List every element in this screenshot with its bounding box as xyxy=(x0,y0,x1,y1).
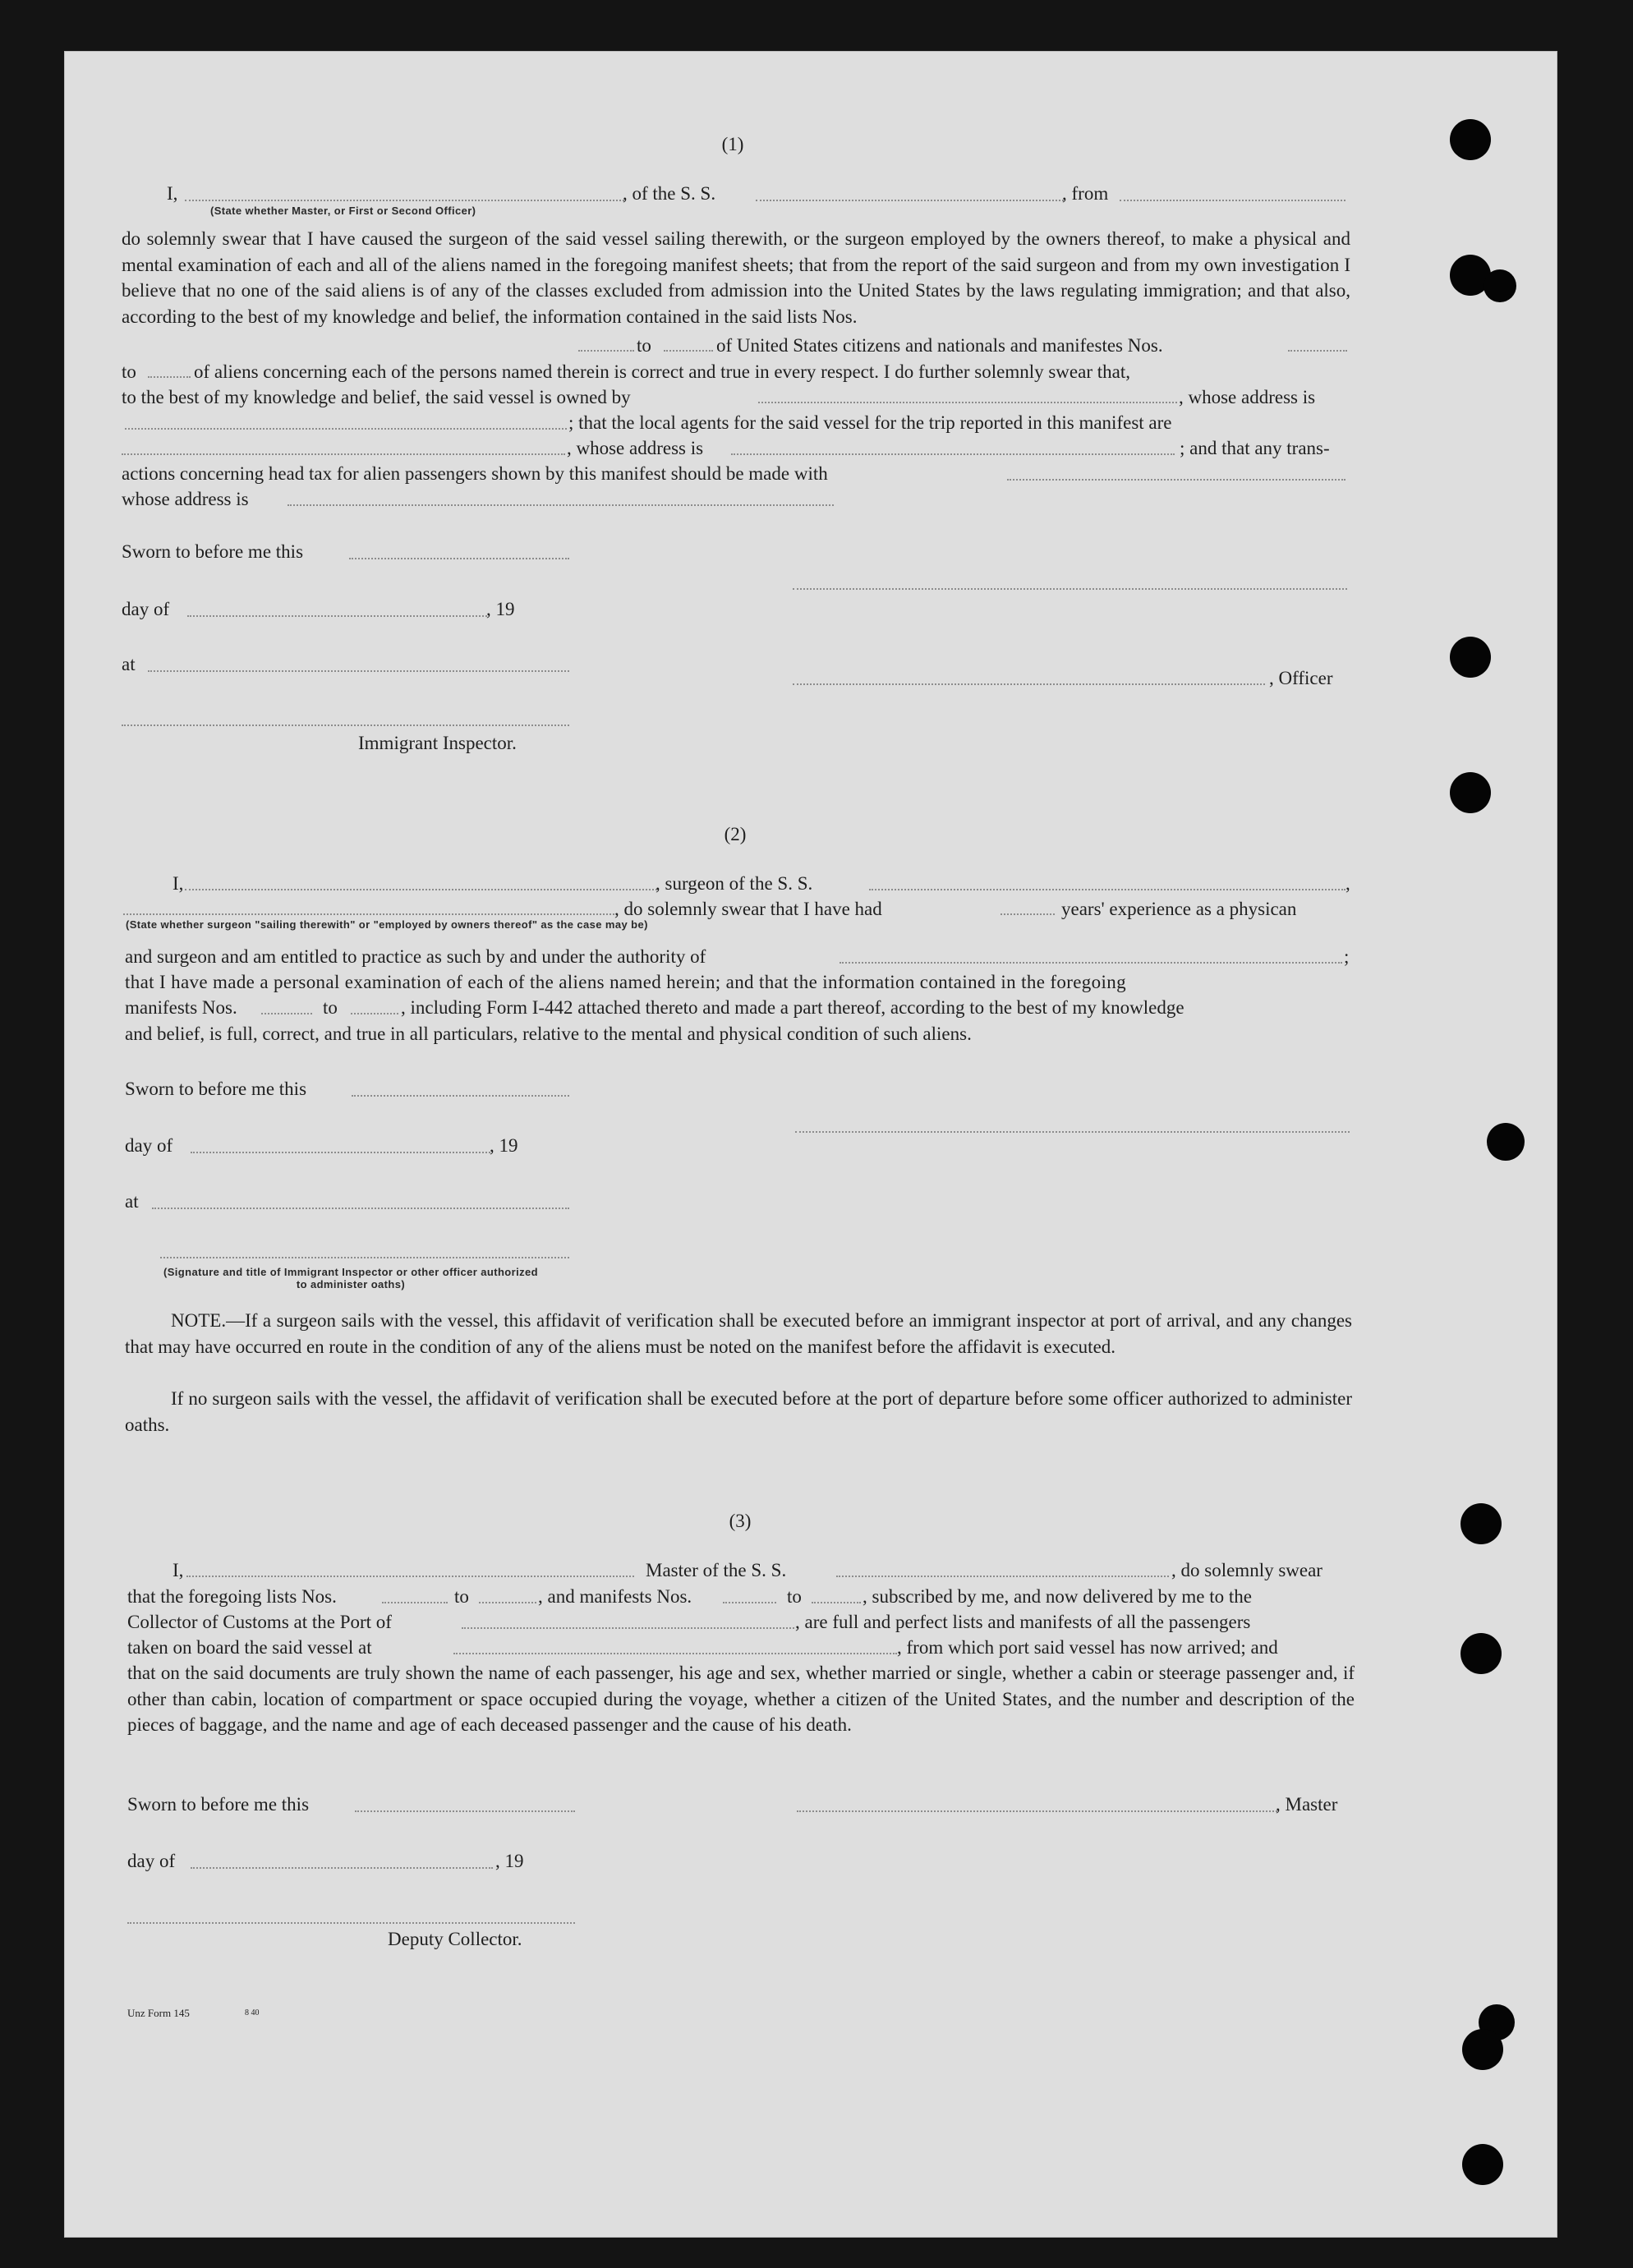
binder-hole xyxy=(1462,2144,1503,2185)
s2-examination-text: that I have made a personal examination of each of the aliens named herein; and that the information contained in the foregoing xyxy=(125,972,1126,992)
s2-vessel-field[interactable] xyxy=(869,889,1346,890)
binder-hole xyxy=(1450,637,1491,678)
s3-lists-to-label: to xyxy=(454,1586,469,1607)
s2-manifests-to-label: to xyxy=(323,997,338,1018)
s2-sworn-label: Sworn to before me this xyxy=(125,1079,307,1099)
s2-note-2: If no surgeon sails with the vessel, the affidavit of verification shall be executed before at the port of departure before some officer authorized to administer oaths. xyxy=(125,1388,1352,1435)
s1-at-field[interactable] xyxy=(148,670,569,672)
s2-signature-line[interactable] xyxy=(795,1131,1350,1133)
form-number: Unz Form 145 xyxy=(127,2007,190,2019)
binder-hole xyxy=(1460,1633,1502,1674)
s2-at-field[interactable] xyxy=(152,1208,569,1209)
s1-manifests-field[interactable] xyxy=(1288,350,1347,352)
s1-headtax-address-field[interactable] xyxy=(288,504,834,506)
s1-headtax-address-label: whose address is xyxy=(122,489,249,509)
s1-at-label: at xyxy=(122,654,136,674)
s3-arrived-text: , from which port said vessel has now arrived; and xyxy=(897,1637,1278,1658)
s2-manifests-to-field[interactable] xyxy=(351,1013,398,1014)
binder-hole xyxy=(1462,2029,1503,2070)
s1-agents-address-field[interactable] xyxy=(731,453,1175,455)
s3-lists-from-field[interactable] xyxy=(382,1602,448,1603)
s3-sworn-field[interactable] xyxy=(355,1810,575,1812)
s3-embark-field[interactable] xyxy=(453,1653,897,1654)
s3-i-label: I, xyxy=(172,1560,184,1580)
s2-status-field[interactable] xyxy=(123,913,614,915)
s2-authority-field[interactable] xyxy=(840,962,1342,964)
section-3-heading: (3) xyxy=(729,1511,752,1531)
s1-officer-label: , Officer xyxy=(1269,668,1333,688)
s1-headtax-field[interactable] xyxy=(1007,479,1346,481)
s1-citizens-text: of United States citizens and nationals and manifestes Nos. xyxy=(716,335,1163,356)
s3-lists-text: , are full and perfect lists and manifests of all the passengers xyxy=(795,1612,1251,1632)
s3-master-name-field[interactable] xyxy=(186,1576,634,1577)
s3-day-field[interactable] xyxy=(191,1867,493,1869)
form-code: 8 40 xyxy=(245,2008,260,2017)
s1-signature-line[interactable] xyxy=(793,588,1347,590)
s3-manifests-label: , and manifests Nos. xyxy=(538,1586,692,1607)
s3-subscribed-text: , subscribed by me, and now delivered by me to the xyxy=(862,1586,1252,1607)
s1-agents-text: ; that the local agents for the said vessel for the trip reported in this manifest are xyxy=(568,412,1172,433)
s1-inspector-label: Immigrant Inspector. xyxy=(358,733,517,753)
s1-sworn-field[interactable] xyxy=(349,558,569,559)
s1-day-field[interactable] xyxy=(187,615,487,617)
s1-agents-address-label: , whose address is xyxy=(567,438,704,458)
s3-lists-to-field[interactable] xyxy=(479,1602,536,1603)
s1-officer-line[interactable] xyxy=(793,683,1265,685)
s2-signature-note: (Signature and title of Immigrant Inspector or other officer authorized to administer oaths) xyxy=(163,1266,538,1290)
s2-years-field[interactable] xyxy=(1000,913,1055,915)
s1-lists-to-field[interactable] xyxy=(664,350,713,352)
s1-headtax-text: actions concerning head tax for alien passengers shown by this manifest should be made with xyxy=(122,463,828,484)
s1-year-label: , 19 xyxy=(486,599,515,619)
s1-day-of-label: day of xyxy=(122,599,170,619)
s2-sworn-field[interactable] xyxy=(352,1095,569,1097)
s2-form-text: , including Form I-442 attached thereto and made a part thereof, according to the best of my knowledge xyxy=(401,997,1184,1018)
s3-taken-label: taken on board the said vessel at xyxy=(127,1637,372,1658)
s3-master-title: , Master xyxy=(1276,1794,1338,1815)
s1-owner-address-field[interactable] xyxy=(125,428,567,430)
s1-owner-field[interactable] xyxy=(758,402,1177,403)
s3-port-field[interactable] xyxy=(462,1627,794,1629)
s1-to-label: to xyxy=(637,335,651,356)
s1-lists-from-field[interactable] xyxy=(578,350,634,352)
s2-at-label: at xyxy=(125,1191,139,1212)
s2-manifests-from-field[interactable] xyxy=(261,1013,312,1014)
binder-hole xyxy=(1450,772,1491,813)
s2-years-text: years' experience as a physican xyxy=(1061,899,1297,919)
s1-officer-note: (State whether Master, or First or Second Officer) xyxy=(210,205,476,217)
s3-swear-text: , do solemnly swear xyxy=(1171,1560,1322,1580)
section-1-heading: (1) xyxy=(721,134,744,154)
s2-inspector-signature-line[interactable] xyxy=(160,1257,569,1258)
s2-authority-end: ; xyxy=(1344,946,1350,967)
s2-line-end: , xyxy=(1346,873,1350,894)
s2-swear-text: , do solemnly swear that I have had xyxy=(614,899,882,919)
s1-paragraph: do solemnly swear that I have caused the surgeon of the said vessel sailing therewith, or the surgeon employed by the owners thereof, to make a physical and mental examination of each and all of the aliens named in the foregoing manifest sheets; that from the report of the said surgeon and from my own investigation I believe that no one of the said aliens is of any of the classes excluded from admission into the United States by the laws regulating immigration; and that also, according to the best of my knowledge and belief, the information contained in the said lists Nos. xyxy=(122,228,1350,327)
s1-inspector-line[interactable] xyxy=(122,725,569,726)
s1-sworn-label: Sworn to before me this xyxy=(122,541,304,562)
s2-authority-text: and surgeon and am entitled to practice as such by and under the authority of xyxy=(125,946,706,967)
s3-sworn-label: Sworn to before me this xyxy=(127,1794,310,1815)
s2-surgeon-name-field[interactable] xyxy=(185,889,657,890)
s3-master-signature-line[interactable] xyxy=(797,1810,1277,1812)
s1-to2-label: to xyxy=(122,361,136,382)
s3-master-label: Master of the S. S. xyxy=(646,1560,787,1580)
s3-port-label: Collector of Customs at the Port of xyxy=(127,1612,392,1632)
binder-hole xyxy=(1484,269,1516,302)
s2-note-paragraph xyxy=(125,1308,1352,1359)
s3-vessel-field[interactable] xyxy=(836,1576,1169,1577)
s1-of-ss-label: , of the S. S. xyxy=(623,183,716,204)
s1-from-label: , from xyxy=(1062,183,1109,204)
s2-surgeon-note: (State whether surgeon "sailing therewith" or "employed by owners thereof" as the case may be) xyxy=(126,918,648,931)
s3-manifests-to-field[interactable] xyxy=(812,1602,861,1603)
section-2-heading: (2) xyxy=(724,824,747,844)
s2-belief-text: and belief, is full, correct, and true in all particulars, relative to the mental and physical condition of such aliens. xyxy=(125,1024,972,1044)
binder-hole xyxy=(1450,119,1491,160)
s3-paragraph: that on the said documents are truly shown the name of each passenger, his age and sex, whether married or single, whether a cabin or steerage passenger and, if other than cabin, location of compartment or space occupied during the voyage, whether a citizen of the United States, and the number and description of the pieces of baggage, and the name and age of each deceased passenger and the cause of his death. xyxy=(127,1663,1355,1735)
s3-deputy-line[interactable] xyxy=(127,1922,575,1924)
s3-day-of-label: day of xyxy=(127,1851,176,1871)
s3-year-label: , 19 xyxy=(495,1851,524,1871)
s3-deputy-label: Deputy Collector. xyxy=(388,1929,522,1949)
s2-note-paragraph-2 xyxy=(125,1386,1352,1438)
s2-day-field[interactable] xyxy=(191,1152,490,1153)
s1-agents-field[interactable] xyxy=(122,453,565,455)
binder-hole xyxy=(1460,1503,1502,1544)
s1-owned-text: to the best of my knowledge and belief, the said vessel is owned by xyxy=(122,387,631,407)
s2-surgeon-label: , surgeon of the S. S. xyxy=(656,873,813,894)
s1-i-label: I, xyxy=(167,183,178,204)
s1-manifests-to-field[interactable] xyxy=(148,376,191,378)
s2-manifests-label: manifests Nos. xyxy=(125,997,237,1018)
s3-manifests-from-field[interactable] xyxy=(723,1602,776,1603)
s3-manifests-to-label: to xyxy=(787,1586,802,1607)
s2-year-label: , 19 xyxy=(490,1135,518,1156)
s1-owner-address-label: , whose address is xyxy=(1179,387,1316,407)
s2-note-1: NOTE.—If a surgeon sails with the vessel, this affidavit of verification shall be executed before an immigrant inspector at port of arrival, and any changes that may have occurred en route in the condition of any of the aliens must be noted on the manifest before the affidavit is executed. xyxy=(125,1310,1352,1357)
binder-hole xyxy=(1487,1123,1525,1161)
s1-aliens-text: of aliens concerning each of the persons named therein is correct and true in every respect. I do further solemnly swear that, xyxy=(194,361,1130,382)
s1-from-field[interactable] xyxy=(1120,200,1346,201)
s3-lists-label: that the foregoing lists Nos. xyxy=(127,1586,337,1607)
s2-day-of-label: day of xyxy=(125,1135,173,1156)
s2-i-label: I, xyxy=(172,873,184,894)
s1-transactions-text: ; and that any trans- xyxy=(1180,438,1330,458)
s1-officer-field[interactable] xyxy=(185,200,624,201)
s1-vessel-field[interactable] xyxy=(756,200,1064,201)
